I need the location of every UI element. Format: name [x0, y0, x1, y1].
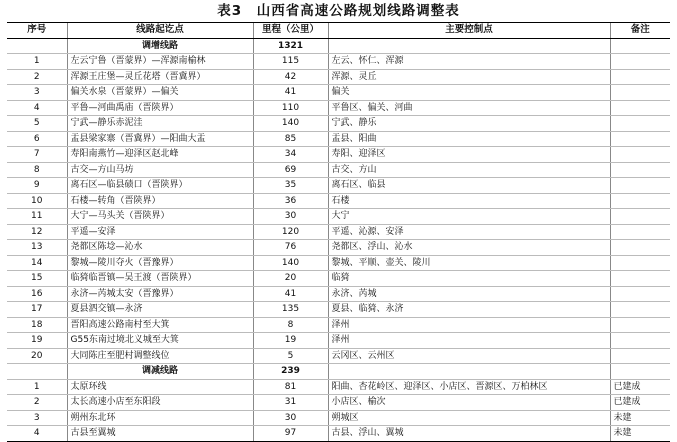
row-control-points: 泽州 [328, 333, 610, 349]
table-row [7, 131, 670, 147]
row-route: 太长高速小店至东阳段 [67, 395, 253, 411]
table-row [7, 85, 670, 101]
table-row [7, 348, 670, 364]
row-note [610, 348, 670, 364]
row-control-points: 宁武、静乐 [328, 116, 610, 132]
row-route: 偏关水泉（晋蒙界）—偏关 [67, 85, 253, 101]
row-route: 盂县梁家寨（晋冀界）—阳曲大盂 [67, 131, 253, 147]
row-mileage: 20 [253, 271, 328, 287]
row-mileage: 115 [253, 54, 328, 70]
table-row [7, 178, 670, 194]
row-control-points: 平遥、沁源、安泽 [328, 224, 610, 240]
row-control-points: 尧都区、浮山、沁水 [328, 240, 610, 256]
row-mileage: 30 [253, 209, 328, 225]
route-adjustment-table [7, 22, 670, 442]
row-route: G55东南过境北义城至大箕 [67, 333, 253, 349]
row-mileage: 110 [253, 100, 328, 116]
section-no-cell [7, 38, 67, 54]
row-no: 7 [7, 147, 67, 163]
row-no: 12 [7, 224, 67, 240]
row-note [610, 116, 670, 132]
row-control-points: 寿阳、迎泽区 [328, 147, 610, 163]
row-no: 9 [7, 178, 67, 194]
row-route: 平遥—安泽 [67, 224, 253, 240]
section-row [7, 364, 670, 380]
row-no: 20 [7, 348, 67, 364]
row-mileage: 135 [253, 302, 328, 318]
table-row [7, 54, 670, 70]
row-control-points: 离石区、临县 [328, 178, 610, 194]
row-mileage: 140 [253, 255, 328, 271]
row-no: 14 [7, 255, 67, 271]
section-points-cell [328, 364, 610, 380]
row-no: 3 [7, 85, 67, 101]
row-note [610, 224, 670, 240]
row-no: 2 [7, 395, 67, 411]
row-mileage: 35 [253, 178, 328, 194]
row-control-points: 浑源、灵丘 [328, 69, 610, 85]
row-mileage: 85 [253, 131, 328, 147]
row-note [610, 255, 670, 271]
row-note [610, 209, 670, 225]
row-control-points: 盂县、阳曲 [328, 131, 610, 147]
section-note-cell [610, 364, 670, 380]
table-row [7, 162, 670, 178]
row-route: 尧都区陈埝—沁水 [67, 240, 253, 256]
row-note [610, 100, 670, 116]
table-header-row [7, 23, 670, 39]
row-mileage: 69 [253, 162, 328, 178]
header-no: 序号 [7, 23, 67, 39]
section-no-cell [7, 364, 67, 380]
row-note [610, 178, 670, 194]
row-mileage: 140 [253, 116, 328, 132]
section-note-cell [610, 38, 670, 54]
table-row [7, 302, 670, 318]
row-control-points: 左云、怀仁、浑源 [328, 54, 610, 70]
row-no: 3 [7, 410, 67, 426]
row-no: 15 [7, 271, 67, 287]
section-label: 调增线路 [67, 38, 253, 54]
row-no: 17 [7, 302, 67, 318]
row-route: 朔州东北环 [67, 410, 253, 426]
row-route: 大同陈庄至肥村调整线位 [67, 348, 253, 364]
row-route: 太原环线 [67, 379, 253, 395]
row-note [610, 302, 670, 318]
section-row [7, 38, 670, 54]
row-mileage: 8 [253, 317, 328, 333]
row-no: 2 [7, 69, 67, 85]
row-no: 19 [7, 333, 67, 349]
header-mileage: 里程（公里） [253, 23, 328, 39]
row-route: 大宁—马头关（晋陕界） [67, 209, 253, 225]
row-note [610, 147, 670, 163]
row-mileage: 41 [253, 85, 328, 101]
section-label: 调减线路 [67, 364, 253, 380]
row-route: 古县至翼城 [67, 426, 253, 442]
table-row [7, 395, 670, 411]
table-row [7, 255, 670, 271]
row-mileage: 42 [253, 69, 328, 85]
table-row [7, 147, 670, 163]
row-no: 4 [7, 100, 67, 116]
row-no: 13 [7, 240, 67, 256]
row-route: 晋阳高速公路南村至大箕 [67, 317, 253, 333]
row-no: 18 [7, 317, 67, 333]
section-mileage: 1321 [253, 38, 328, 54]
row-route: 石楼—转角（晋陕界） [67, 193, 253, 209]
table-row [7, 410, 670, 426]
row-note: 未建 [610, 410, 670, 426]
table-row [7, 100, 670, 116]
table-row [7, 116, 670, 132]
row-note [610, 131, 670, 147]
row-mileage: 5 [253, 348, 328, 364]
row-note [610, 333, 670, 349]
row-control-points: 夏县、临猗、永济 [328, 302, 610, 318]
row-route: 古交—方山马坊 [67, 162, 253, 178]
row-no: 4 [7, 426, 67, 442]
row-route: 平鲁—河曲禹庙（晋陕界） [67, 100, 253, 116]
header-route: 线路起讫点 [67, 23, 253, 39]
row-no: 6 [7, 131, 67, 147]
row-route: 左云宁鲁（晋蒙界）—浑源南榆林 [67, 54, 253, 70]
row-mileage: 30 [253, 410, 328, 426]
header-note: 备注 [610, 23, 670, 39]
row-control-points: 平鲁区、偏关、河曲 [328, 100, 610, 116]
row-note [610, 54, 670, 70]
row-route: 永济—芮城太安（晋豫界） [67, 286, 253, 302]
row-mileage: 31 [253, 395, 328, 411]
row-route: 宁武—静乐赤泥洼 [67, 116, 253, 132]
row-control-points: 泽州 [328, 317, 610, 333]
row-route: 夏县泗交镇—永济 [67, 302, 253, 318]
row-route: 寿阳南燕竹—迎泽区赵北峰 [67, 147, 253, 163]
table-row [7, 286, 670, 302]
table-body [7, 38, 670, 441]
row-control-points: 石楼 [328, 193, 610, 209]
row-control-points: 偏关 [328, 85, 610, 101]
row-note: 已建成 [610, 395, 670, 411]
table-row [7, 209, 670, 225]
row-route: 离石区—临县碛口（晋陕界） [67, 178, 253, 194]
row-no: 16 [7, 286, 67, 302]
row-control-points: 永济、芮城 [328, 286, 610, 302]
row-note [610, 240, 670, 256]
row-mileage: 41 [253, 286, 328, 302]
row-note [610, 69, 670, 85]
table-row [7, 317, 670, 333]
row-control-points: 云冈区、云州区 [328, 348, 610, 364]
row-mileage: 34 [253, 147, 328, 163]
table-row [7, 69, 670, 85]
row-note [610, 162, 670, 178]
row-note [610, 286, 670, 302]
table-row [7, 224, 670, 240]
table-row [7, 193, 670, 209]
row-no: 10 [7, 193, 67, 209]
row-mileage: 19 [253, 333, 328, 349]
row-no: 8 [7, 162, 67, 178]
table-row [7, 333, 670, 349]
row-note [610, 85, 670, 101]
row-no: 11 [7, 209, 67, 225]
row-note [610, 193, 670, 209]
section-mileage: 239 [253, 364, 328, 380]
row-note [610, 271, 670, 287]
row-mileage: 76 [253, 240, 328, 256]
row-control-points: 朔城区 [328, 410, 610, 426]
row-note: 未建 [610, 426, 670, 442]
row-control-points: 古交、方山 [328, 162, 610, 178]
row-control-points: 小店区、榆次 [328, 395, 610, 411]
row-note: 已建成 [610, 379, 670, 395]
table-row [7, 240, 670, 256]
row-mileage: 120 [253, 224, 328, 240]
table-row [7, 271, 670, 287]
row-no: 1 [7, 54, 67, 70]
row-route: 黎城—陵川夺火（晋豫界） [67, 255, 253, 271]
header-control-points: 主要控制点 [328, 23, 610, 39]
row-note [610, 317, 670, 333]
row-no: 1 [7, 379, 67, 395]
table-row [7, 379, 670, 395]
row-mileage: 97 [253, 426, 328, 442]
table-title: 表3 山西省高速公路规划线路调整表 [217, 3, 460, 19]
section-points-cell [328, 38, 610, 54]
row-mileage: 36 [253, 193, 328, 209]
row-no: 5 [7, 116, 67, 132]
row-control-points: 大宁 [328, 209, 610, 225]
row-control-points: 古县、浮山、翼城 [328, 426, 610, 442]
row-control-points: 阳曲、杏花岭区、迎泽区、小店区、晋源区、万柏林区 [328, 379, 610, 395]
row-control-points: 临猗 [328, 271, 610, 287]
row-mileage: 81 [253, 379, 328, 395]
row-route: 浑源王庄堡—灵丘花塔（晋冀界） [67, 69, 253, 85]
row-route: 临猗临晋镇—吴王渡（晋陕界） [67, 271, 253, 287]
row-control-points: 黎城、平顺、壶关、陵川 [328, 255, 610, 271]
